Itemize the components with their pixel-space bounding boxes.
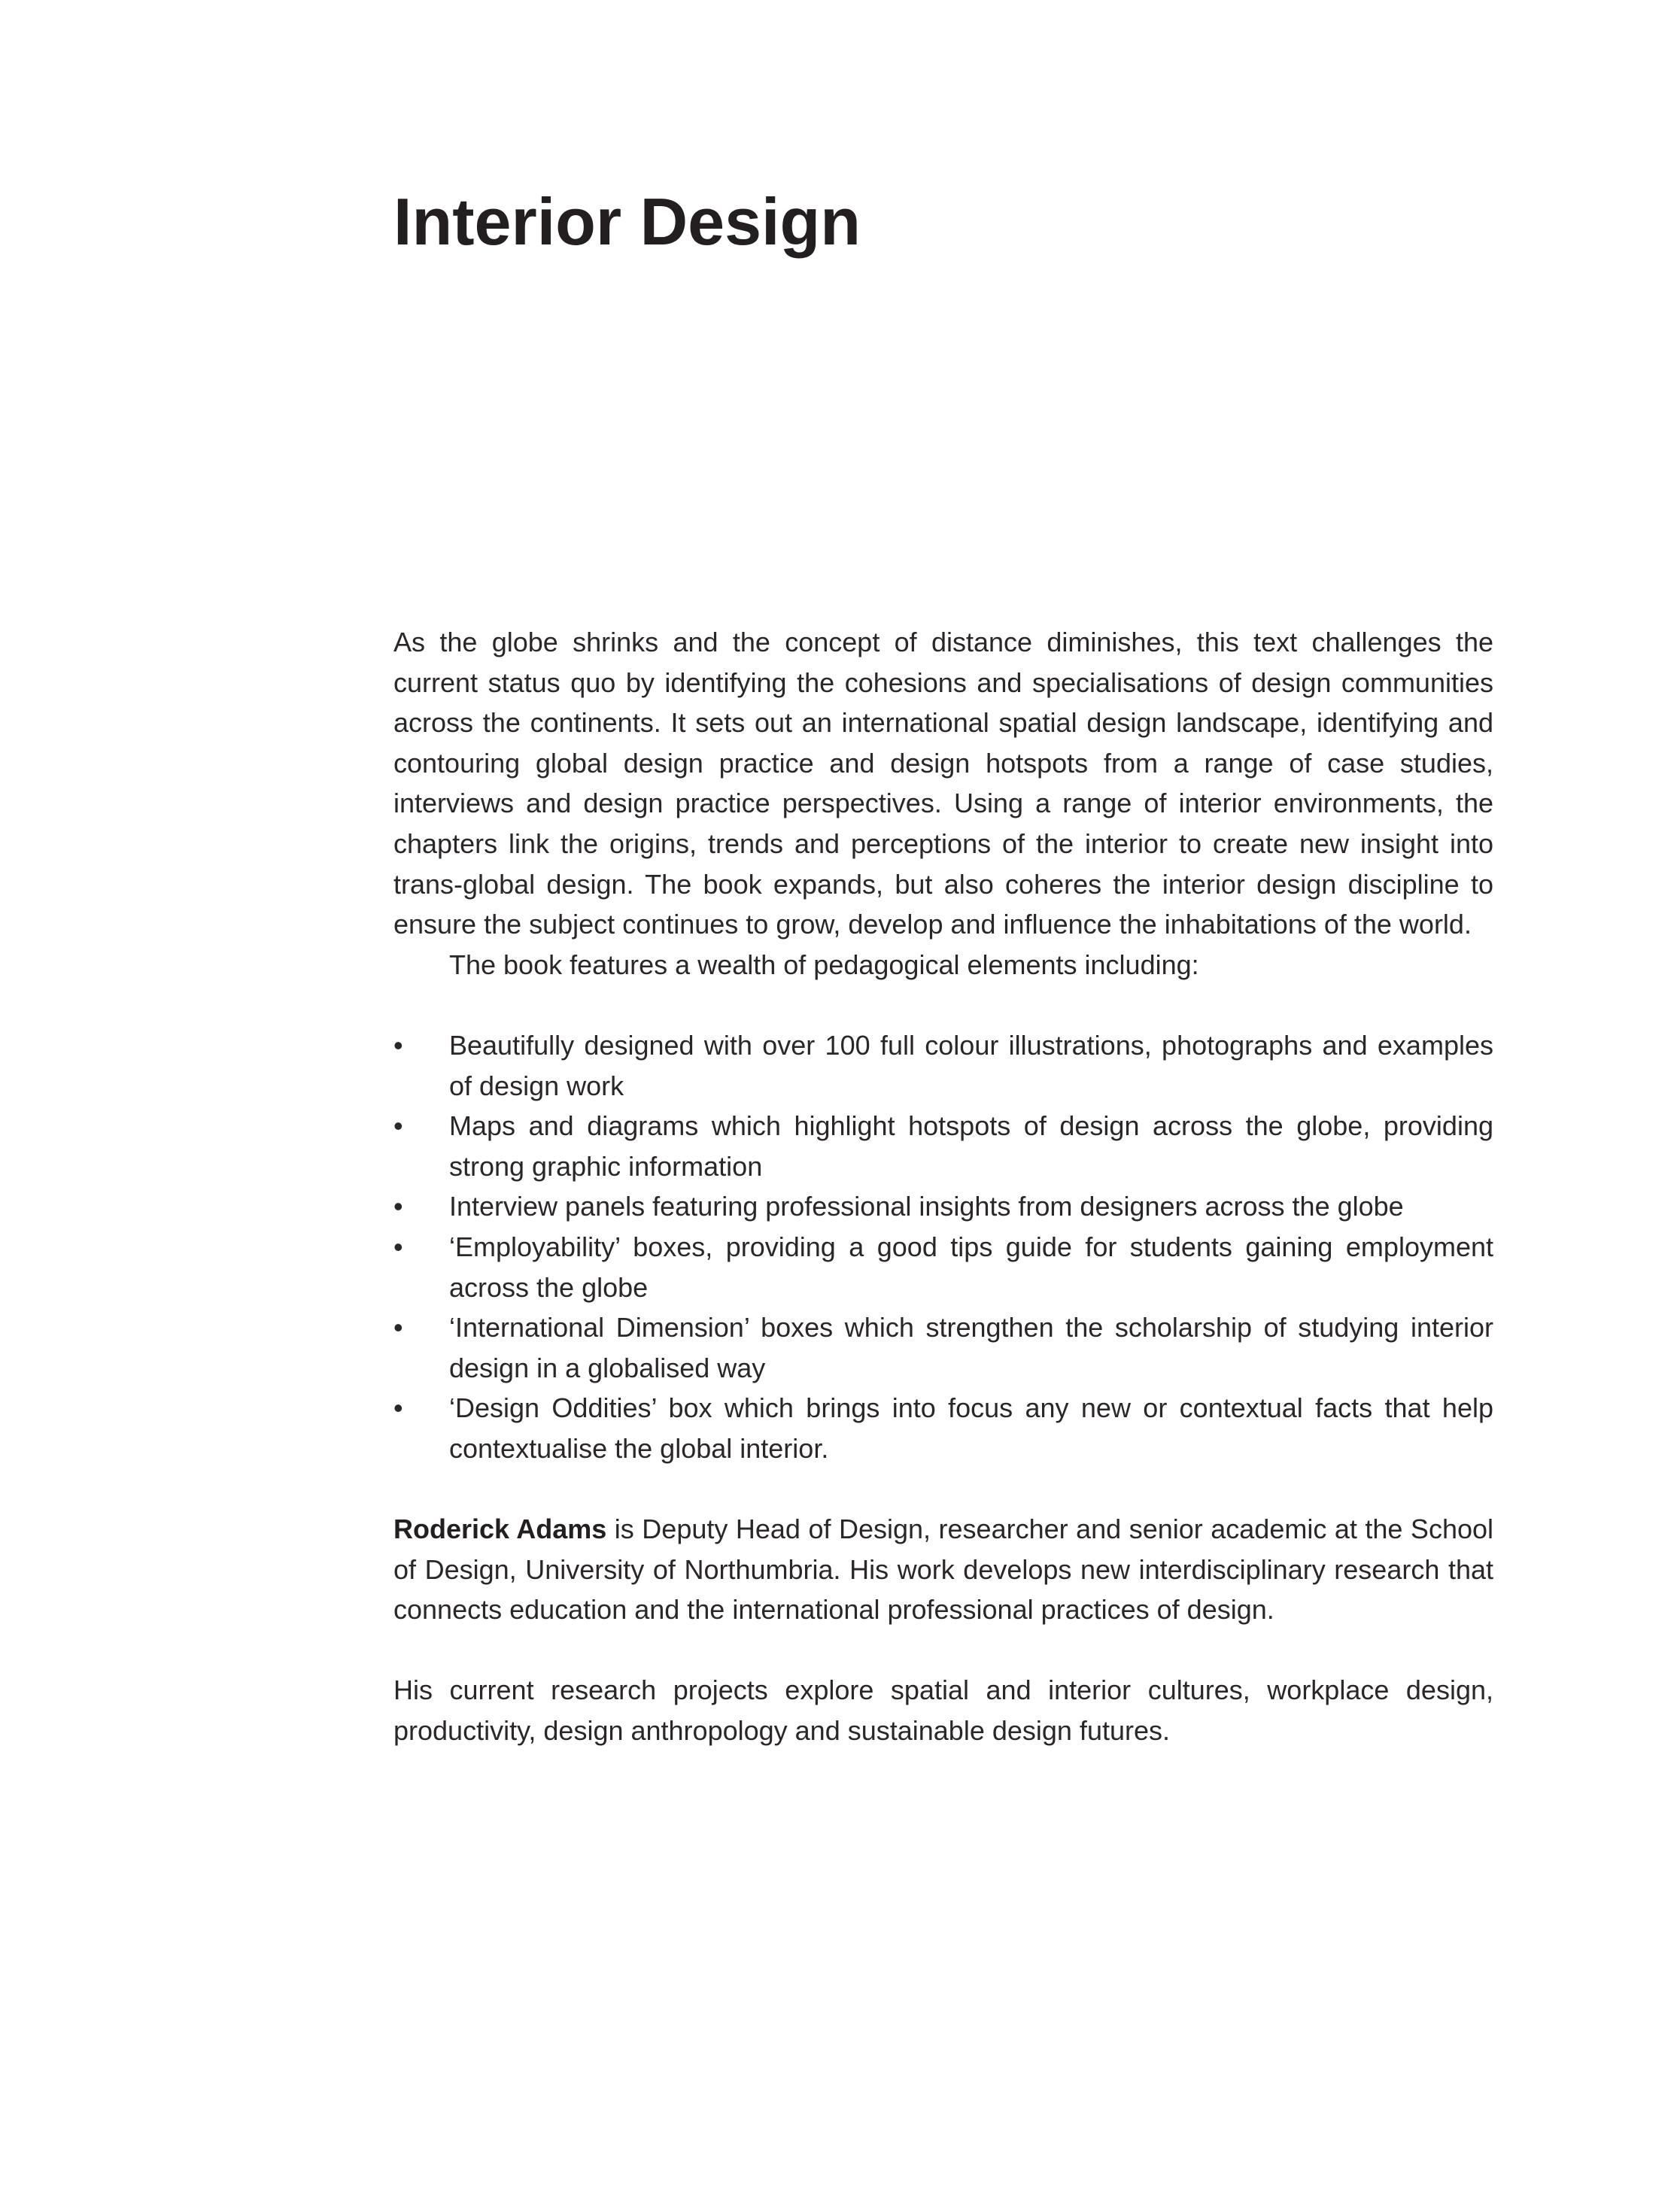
description-paragraph: As the globe shrinks and the concept of distance diminishes, this text challenges the current status quo by identifying the cohesions and specialisations of design communities across the continents. It sets out an international spatial design landscape, identifying and contouring global design practice and design hotspots from a range of case studies, interviews and design practice perspectives. Using a range of interior environments, the chapters link the origins, trends and perceptions of the interior to create new insight into trans-global design. The book expands, but also coheres the interior design discipline to ensure the subject continues to grow, develop and influence the inhabitations of the world. xyxy=(393,627,1493,940)
feature-text: Maps and diagrams which highlight hotspots of design across the globe, providing strong graphic information xyxy=(449,1110,1493,1182)
bullet-icon: • xyxy=(393,1392,403,1424)
feature-text: Interview panels featuring professional insights from designers across the globe xyxy=(449,1191,1404,1222)
research-paragraph: His current research projects explore spatial and interior cultures, workplace design, productivity, design anthropology and sustainable design futures. xyxy=(393,1674,1493,1747)
list-item xyxy=(393,1025,1493,1106)
list-item xyxy=(393,1227,1493,1307)
feature-text: ‘Employability’ boxes, providing a good tips guide for students gaining employment across the globe xyxy=(449,1231,1493,1303)
book-title: Interior Design xyxy=(393,184,861,259)
bullet-icon: • xyxy=(393,1191,403,1222)
features-list xyxy=(393,1025,1493,1469)
features-intro: The book features a wealth of pedagogical elements including: xyxy=(449,949,1199,980)
list-item xyxy=(393,1307,1493,1388)
bullet-icon: • xyxy=(393,1231,403,1262)
feature-text: ‘Design Oddities’ box which brings into focus any new or contextual facts that help contextualise the global interior. xyxy=(449,1392,1493,1464)
list-item xyxy=(393,1186,1493,1227)
feature-text: Beautifully designed with over 100 full colour illustrations, photographs and examples of design work xyxy=(449,1029,1493,1101)
blurb-body xyxy=(393,622,1493,1751)
bullet-icon: • xyxy=(393,1110,403,1142)
author-name: Roderick Adams xyxy=(393,1514,607,1545)
bullet-icon: • xyxy=(393,1312,403,1343)
author-bio xyxy=(393,1509,1493,1630)
list-item xyxy=(393,1106,1493,1186)
author-bio-text: is Deputy Head of Design, researcher and senior academic at the School of Design, University of Northumbria. His work develops new interdisciplinary research that connects education and the international professional practices of design. xyxy=(393,1514,1494,1626)
list-item xyxy=(393,1388,1493,1468)
feature-text: ‘International Dimension’ boxes which strengthen the scholarship of studying interior design in a globalised way xyxy=(449,1312,1493,1383)
bullet-icon: • xyxy=(393,1029,403,1061)
